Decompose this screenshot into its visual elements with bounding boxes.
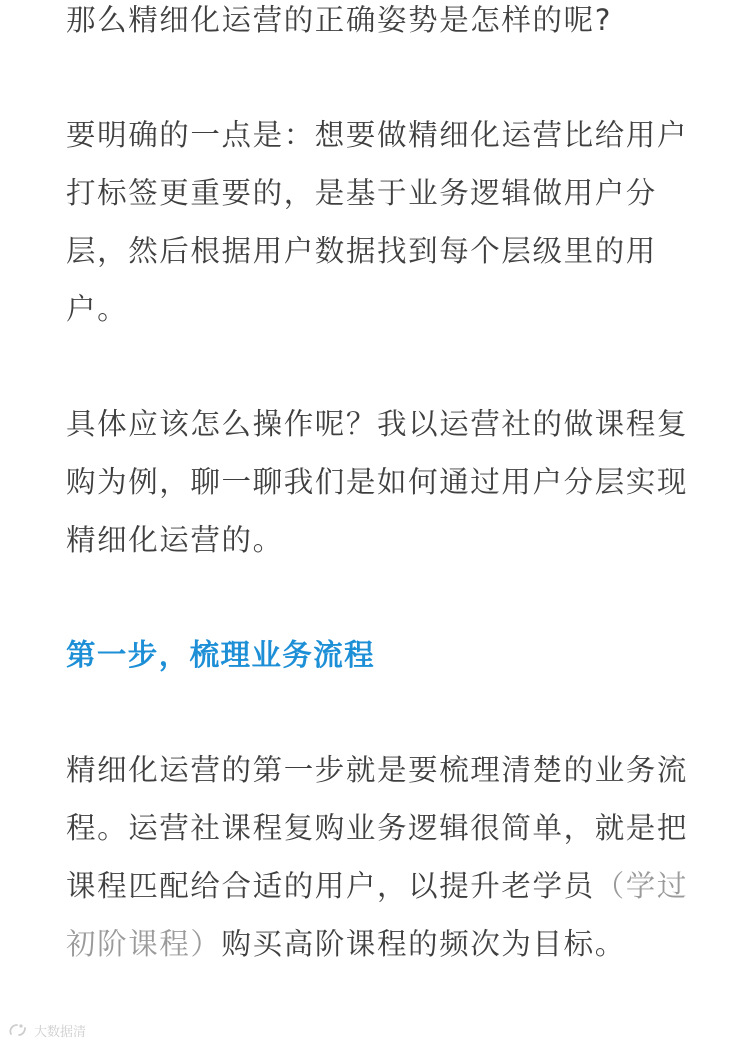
- step1-text-b: 购买高阶课程的频次为目标。: [221, 927, 626, 961]
- watermark-text: 大数据清: [34, 1024, 87, 1040]
- step1-text-muted: （学过初阶课程）: [66, 869, 689, 961]
- step1-text-a: 精细化运营的第一步就是要梳理清楚的业务流程。运营社课程复购业务逻辑很简单，就是把课程匹配给合适的用户，以提升老学员: [66, 753, 689, 903]
- key-point-paragraph: 要明确的一点是：想要做精细化运营比给用户打标签更重要的，是基于业务逻辑做用户分层，然后根据用户数据找到每个层级里的用户。: [66, 118, 689, 326]
- step1-paragraph: [66, 741, 690, 973]
- step1-heading: 第一步，梳理业务流程: [66, 638, 376, 672]
- watermark: [8, 1018, 86, 1042]
- watermark-logo-icon: [8, 1022, 30, 1038]
- how-to-paragraph: 具体应该怎么操作呢？我以运营社的做课程复购为例，聊一聊我们是如何通过用户分层实现精细化运营的。: [66, 407, 689, 557]
- intro-question: 那么精细化运营的正确姿势是怎样的呢?: [66, 3, 612, 37]
